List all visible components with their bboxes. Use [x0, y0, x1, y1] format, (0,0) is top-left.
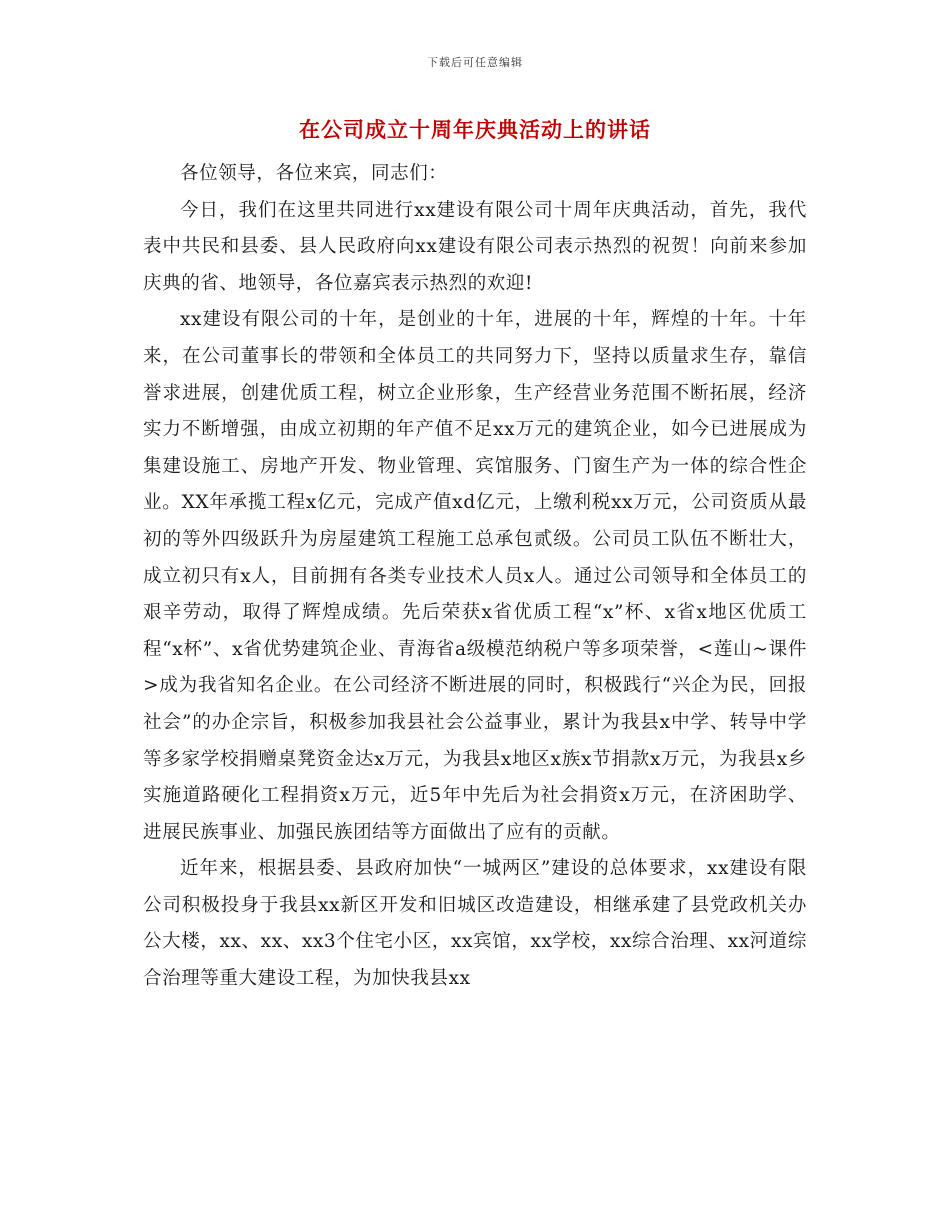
- body-paragraph: 今日，我们在这里共同进行xx建设有限公司十周年庆典活动，首先，我代表中共民和县委、县人民政府向xx建设有限公司表示热烈的祝贺！向前来参加庆典的省、地领导，各位嘉宾表示热烈的欢迎!: [143, 199, 807, 294]
- body-paragraph: xx建设有限公司的十年，是创业的十年，进展的十年，辉煌的十年。十年来，在公司董事长的带领和全体员工的共同努力下，坚持以质量求生存，靠信誉求进展，创建优质工程，树立企业形象，生产经营业务范围不断拓展，经济实力不断增强，由成立初期的年产值不足xx万元的建筑企业，如今已进展成为集建设施工、房地产开发、物业管理、宾馆服务、门窗生产为一体的综合性企业。XX年承揽工程x亿元，完成产值xd亿元，上缴利税xx万元，公司资质从最初的等外四级跃升为房屋建筑工程施工总承包贰级。公司员工队伍不断壮大，成立初只有x人，目前拥有各类专业技术人员x人。通过公司领导和全体员工的艰辛劳动，取得了辉煌成绩。先后荣获x省优质工程“x”杯、x省x地区优质工程“x杯”、x省优势建筑企业、青海省a级模范纳税户等多项荣誉，<莲山~课件 >成为我省知名企业。在公司经济不断进展的同时，积极践行“兴企为民，回报社会”的办企宗旨，积极参加我县社会公益事业，累计为我县x中学、转导中学等多家学校捐赠桌凳资金达x万元，为我县x地区x族x节捐款x万元，为我县x乡实施道路硬化工程捐资x万元，近5年中先后为社会捐资x万元，在济困助学、进展民族事业、加强民族团结等方面做出了应有的贡献。: [143, 309, 807, 843]
- header-note: 下载后可任意编辑: [427, 56, 523, 69]
- page-title: 在公司成立十周年庆典活动上的讲话: [299, 117, 651, 142]
- salutation-paragraph: 各位领导，各位来宾，同志们：: [180, 163, 448, 184]
- body-paragraph: 近年来，根据县委、县政府加快“一城两区”建设的总体要求，xx建设有限公司积极投身于我县xx新区开发和旧城区改造建设，相继承建了县党政机关办公大楼，xx、xx、xx3个住宅小区，xx宾馆，xx学校，xx综合治理、xx河道综合治理等重大建设工程，为加快我县xx: [143, 858, 807, 990]
- document-body: [143, 156, 807, 998]
